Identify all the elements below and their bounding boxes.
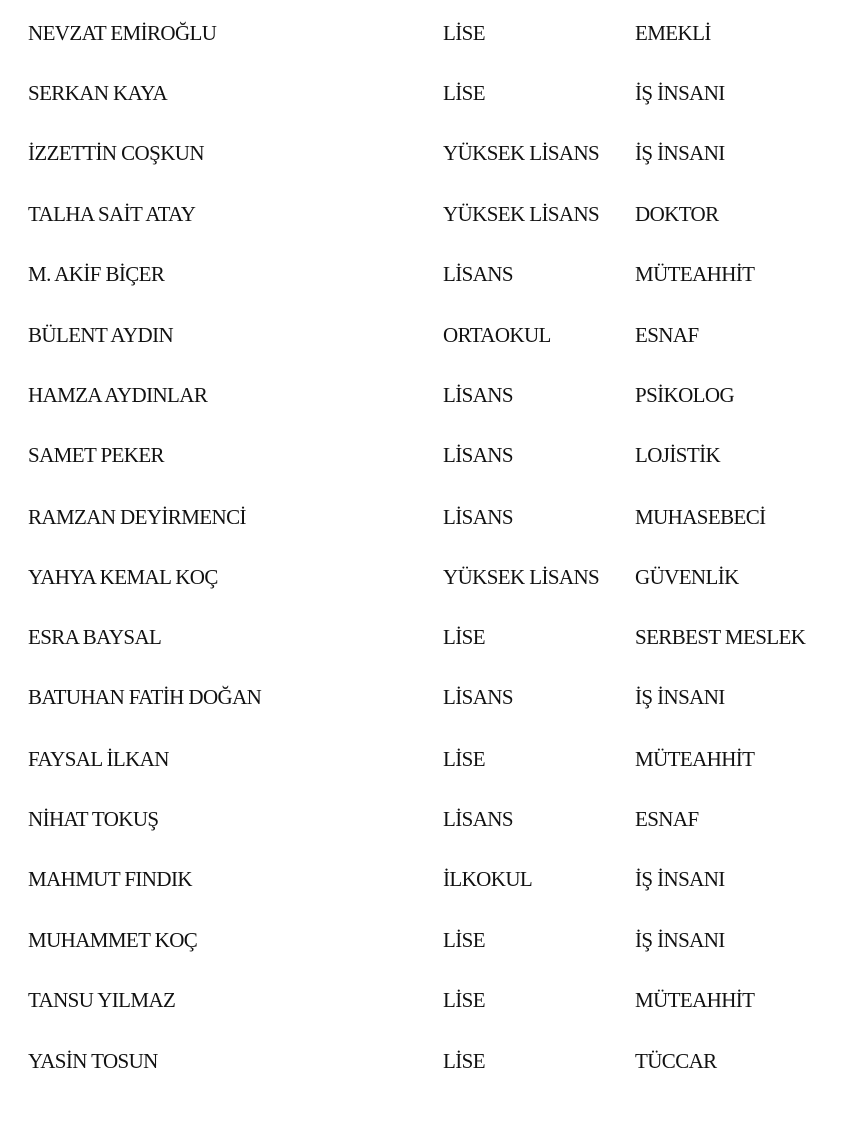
name-cell: TALHA SAİT ATAY bbox=[28, 202, 196, 226]
table-row bbox=[0, 199, 850, 229]
name-cell: TANSU YILMAZ bbox=[28, 988, 176, 1012]
occupation-cell: DOKTOR bbox=[635, 202, 719, 226]
table-row bbox=[0, 138, 850, 168]
table-row bbox=[0, 320, 850, 350]
education-cell: LİSE bbox=[443, 747, 485, 771]
occupation-cell: SERBEST MESLEK bbox=[635, 625, 806, 649]
name-cell: SAMET PEKER bbox=[28, 443, 164, 467]
table-row bbox=[0, 985, 850, 1015]
occupation-cell: EMEKLİ bbox=[635, 21, 711, 45]
name-cell: YASİN TOSUN bbox=[28, 1049, 158, 1073]
occupation-cell: MÜTEAHHİT bbox=[635, 988, 755, 1012]
table-row bbox=[0, 502, 850, 532]
education-cell: LİSANS bbox=[443, 505, 513, 529]
table-row bbox=[0, 1046, 850, 1076]
name-cell: ESRA BAYSAL bbox=[28, 625, 162, 649]
name-cell: BÜLENT AYDIN bbox=[28, 323, 174, 347]
name-cell: NİHAT TOKUŞ bbox=[28, 807, 159, 831]
occupation-cell: MUHASEBECİ bbox=[635, 505, 766, 529]
occupation-cell: GÜVENLİK bbox=[635, 565, 739, 589]
name-cell: BATUHAN FATİH DOĞAN bbox=[28, 685, 262, 709]
occupation-cell: MÜTEAHHİT bbox=[635, 747, 755, 771]
occupation-cell: İŞ İNSANI bbox=[635, 928, 725, 952]
name-cell: RAMZAN DEYİRMENCİ bbox=[28, 505, 246, 529]
name-cell: MUHAMMET KOÇ bbox=[28, 928, 198, 952]
table-row bbox=[0, 259, 850, 289]
education-cell: LİSE bbox=[443, 988, 485, 1012]
occupation-cell: İŞ İNSANI bbox=[635, 685, 725, 709]
table-row bbox=[0, 804, 850, 834]
name-cell: M. AKİF BİÇER bbox=[28, 262, 165, 286]
table-row bbox=[0, 864, 850, 894]
education-cell: YÜKSEK LİSANS bbox=[443, 141, 600, 165]
education-cell: LİSE bbox=[443, 625, 485, 649]
name-cell: HAMZA AYDINLAR bbox=[28, 383, 208, 407]
education-cell: LİSANS bbox=[443, 685, 513, 709]
occupation-cell: İŞ İNSANI bbox=[635, 141, 725, 165]
occupation-cell: TÜCCAR bbox=[635, 1049, 717, 1073]
occupation-cell: ESNAF bbox=[635, 807, 699, 831]
education-cell: YÜKSEK LİSANS bbox=[443, 565, 600, 589]
table-row bbox=[0, 925, 850, 955]
name-cell: SERKAN KAYA bbox=[28, 81, 168, 105]
name-cell: İZZETTİN COŞKUN bbox=[28, 141, 204, 165]
education-cell: LİSANS bbox=[443, 383, 513, 407]
occupation-cell: İŞ İNSANI bbox=[635, 81, 725, 105]
table-row bbox=[0, 744, 850, 774]
name-cell: FAYSAL İLKAN bbox=[28, 747, 169, 771]
education-cell: LİSE bbox=[443, 81, 485, 105]
occupation-cell: MÜTEAHHİT bbox=[635, 262, 755, 286]
occupation-cell: PSİKOLOG bbox=[635, 383, 735, 407]
table-row bbox=[0, 562, 850, 592]
name-cell: NEVZAT EMİROĞLU bbox=[28, 21, 217, 45]
education-cell: İLKOKUL bbox=[443, 867, 533, 891]
education-cell: LİSE bbox=[443, 21, 485, 45]
education-cell: YÜKSEK LİSANS bbox=[443, 202, 600, 226]
table-row bbox=[0, 18, 850, 48]
table-row bbox=[0, 622, 850, 652]
table-row bbox=[0, 380, 850, 410]
table-row bbox=[0, 440, 850, 470]
table-row bbox=[0, 682, 850, 712]
education-cell: LİSE bbox=[443, 928, 485, 952]
education-cell: LİSE bbox=[443, 1049, 485, 1073]
education-cell: ORTAOKUL bbox=[443, 323, 551, 347]
name-cell: YAHYA KEMAL KOÇ bbox=[28, 565, 218, 589]
occupation-cell: İŞ İNSANI bbox=[635, 867, 725, 891]
occupation-cell: LOJİSTİK bbox=[635, 443, 721, 467]
education-cell: LİSANS bbox=[443, 443, 513, 467]
occupation-cell: ESNAF bbox=[635, 323, 699, 347]
name-cell: MAHMUT FINDIK bbox=[28, 867, 192, 891]
education-cell: LİSANS bbox=[443, 262, 513, 286]
education-cell: LİSANS bbox=[443, 807, 513, 831]
table-row bbox=[0, 78, 850, 108]
